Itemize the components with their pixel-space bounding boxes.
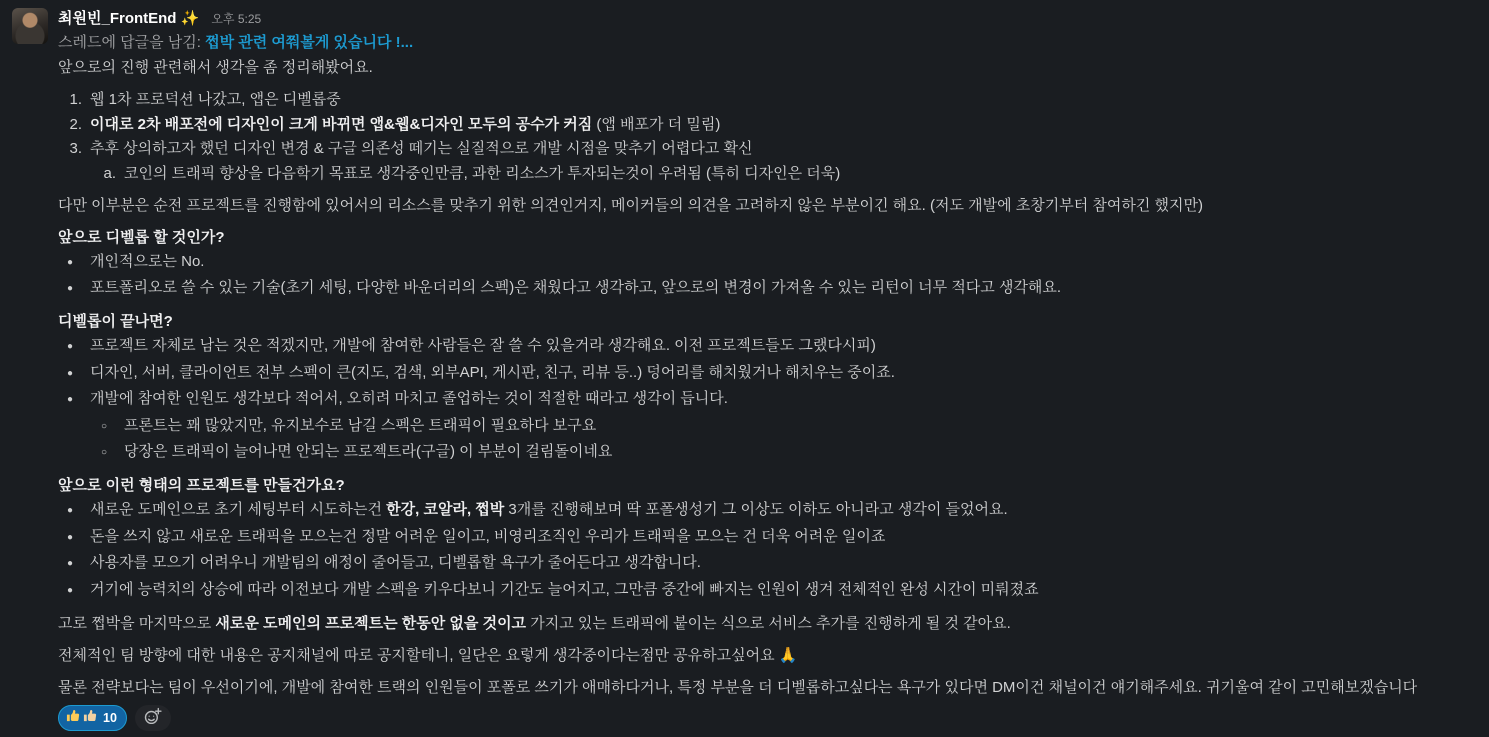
sparkles-emoji: ✨ [180,10,200,27]
list-marker: 3. [69,140,82,157]
list-marker: 2. [69,115,82,133]
numbered-list [58,89,1479,185]
bullet-icon: ● [66,531,74,543]
bullet-icon: ● [66,341,74,352]
list-item [58,138,1479,160]
list-item-text [90,114,720,136]
sub-bullet-icon: ○ [100,420,108,432]
list-item [58,552,1479,576]
list-item-text: 포트폴리오로 쓸 수 있는 기술(초기 세팅, 다양한 바운더리의 스펙)은 채웠다고 생각하고, 앞으로의 변경이 가져올 수 있는 리턴이 너무 적다고 생각해요. [90,279,1062,296]
list-item [58,526,1479,550]
bold-text: 새로운 도메인의 프로젝트는 한동안 없을 것이고 [215,614,527,632]
thread-notice-prefix: 스레드에 답글을 남김: [58,34,206,51]
list-item-text [90,499,1008,523]
bullet-list-future [58,499,1479,603]
list-item-text: 코인의 트래픽 향상을 다음학기 목표로 생각중인만큼, 과한 리소스가 투자되는것이 우려됨 (특히 디자인은 더욱) [124,164,841,182]
message-gutter [12,8,58,737]
bullet-icon: ● [66,558,74,569]
list-item [58,89,1479,111]
list-item [58,579,1479,603]
section-heading-after: 디벨롭이 끝나면? [58,313,173,330]
thread-reply-notice [58,32,1479,54]
plain-text: 고로 쩝박을 마지막으로 [58,614,216,632]
list-marker: 1. [69,91,82,108]
list-item [58,499,1479,523]
list-item [58,362,1479,386]
bullet-icon: ● [66,283,74,294]
plain-text: 3개를 진행해보며 딱 포폴생성기 그 이상도 이하도 아니라고 생각이 들었어요. [504,501,1008,518]
final-paragraph: 물론 전략보다는 팀이 우선이기에, 개발에 참여한 트랙의 인원들이 포폴로 쓰기가 애매하다거나, 특정 부분을 더 디벨롭하고싶다는 욕구가 있다면 DM이건 채널이건 얘기해주세요. 귀기울여 같이 고민해보겠습니다 [58,678,1418,696]
avatar[interactable] [12,8,48,44]
plain-text: 가지고 있는 트래픽에 붙이는 식으로 서비스 추가를 진행하게 될 것 같아요. [526,614,1011,632]
list-item [58,388,1479,412]
thread-link[interactable]: 쩝박 관련 여쭤볼게 있습니다 !... [205,34,414,51]
bold-text: 이대로 2차 배포전에 디자인이 크게 바뀌면 앱&웹&디자인 모두의 공수가 커짐 [90,115,593,133]
message-content [58,8,1479,737]
list-item-text: 돈을 쓰지 않고 새로운 트래픽을 모으는건 정말 어려운 일이고, 비영리조직인 우리가 트래픽을 모으는 건 더욱 어려운 일이죠 [90,527,886,545]
bullet-icon: ● [66,367,74,379]
list-item [58,277,1479,301]
list-item-text: 디자인, 서버, 클라이언트 전부 스펙이 큰(지도, 검색, 외부API, 게시판, 친구, 리뷰 등..) 덩어리를 해치웠거나 해치우는 중이죠. [90,363,895,381]
timestamp[interactable]: 오후 5:25 [211,12,262,26]
bold-text: 한강, 코알라, 쩝박 [386,501,505,518]
sub-bullet-icon: ○ [100,447,108,458]
list-item-text: 추후 상의하고자 했던 디자인 변경 & 구글 의존성 떼기는 실질적으로 개발 시점을 맞추기 어렵다고 확신 [90,140,753,157]
intro-paragraph: 앞으로의 진행 관련해서 생각을 좀 정리해봤어요. [58,59,373,76]
share-paragraph [58,645,1479,667]
folded-hands-emoji: 🙏 [778,646,798,664]
list-item [58,251,1479,275]
plain-text: 전체적인 팀 방향에 대한 내용은 공지채널에 따로 공지할테니, 일단은 요렇게 생각중이다는점만 공유하고싶어요 [58,646,779,664]
bullet-list-develop [58,251,1479,302]
list-sub-item [92,441,1479,465]
bullet-icon: ● [66,584,74,596]
list-item-text: 사용자를 모으기 어려우니 개발팀의 애정이 줄어들고, 디벨롭할 욕구가 줄어든다고 생각합니다. [90,554,701,571]
list-item-text: 당장은 트래픽이 늘어나면 안되는 프로젝트라(구글) 이 부분이 걸림돌이네요 [124,443,613,460]
reaction-count: 10 [103,710,117,725]
list-item-text: 프론트는 꽤 많았지만, 유지보수로 남길 스펙은 트래픽이 필요하다 보구요 [124,416,597,434]
list-sub-item [92,415,1479,439]
list-sub-item [92,163,1479,185]
list-item [58,335,1479,359]
plain-text: 새로운 도메인으로 초기 세팅부터 시도하는건 [90,501,387,518]
bullet-icon: ● [66,256,74,268]
reactions-bar [58,705,1479,737]
list-item [58,114,1479,136]
list-item-text: 프로젝트 자체로 남는 것은 적겠지만, 개발에 참여한 사람들은 잘 쓸 수 있을거라 생각해요. 이전 프로젝트들도 그랬다시피) [90,337,876,354]
section-heading-future: 앞으로 이런 형태의 프로젝트를 만들건가요? [58,477,345,494]
plain-text: (앱 배포가 더 밀림) [592,115,721,133]
bullet-icon: ● [66,394,74,405]
conclusion-paragraph [58,613,1479,635]
list-item-text: 개인적으로는 No. [90,252,205,270]
list-item-text: 웹 1차 프로덕션 나갔고, 앱은 디벨롭중 [90,91,341,108]
disclaimer-paragraph: 다만 이부분은 순전 프로젝트를 진행함에 있어서의 리소스를 맞추기 위한 의견인거지, 메이커들의 의견을 고려하지 않은 부분이긴 해요. (저도 개발에 초창기부터 참여하긴 했지만) [58,196,1203,214]
list-item-text: 거기에 능력치의 상승에 따라 이전보다 개발 스펙을 키우다보니 기간도 늘어지고, 그만큼 중간에 빠지는 인원이 생겨 전체적인 완성 시간이 미뤄졌죠 [90,580,1039,598]
list-marker: a. [103,164,116,182]
bullet-list-after [58,335,1479,465]
username[interactable]: 최원빈_FrontEnd [58,10,177,27]
section-heading-develop: 앞으로 디벨롭 할 것인가? [58,228,225,246]
message-header [58,8,1479,30]
bullet-icon: ● [66,505,74,516]
list-item-text: 개발에 참여한 인원도 생각보다 적어서, 오히려 마치고 졸업하는 것이 적절한 때라고 생각이 듭니다. [90,390,728,407]
